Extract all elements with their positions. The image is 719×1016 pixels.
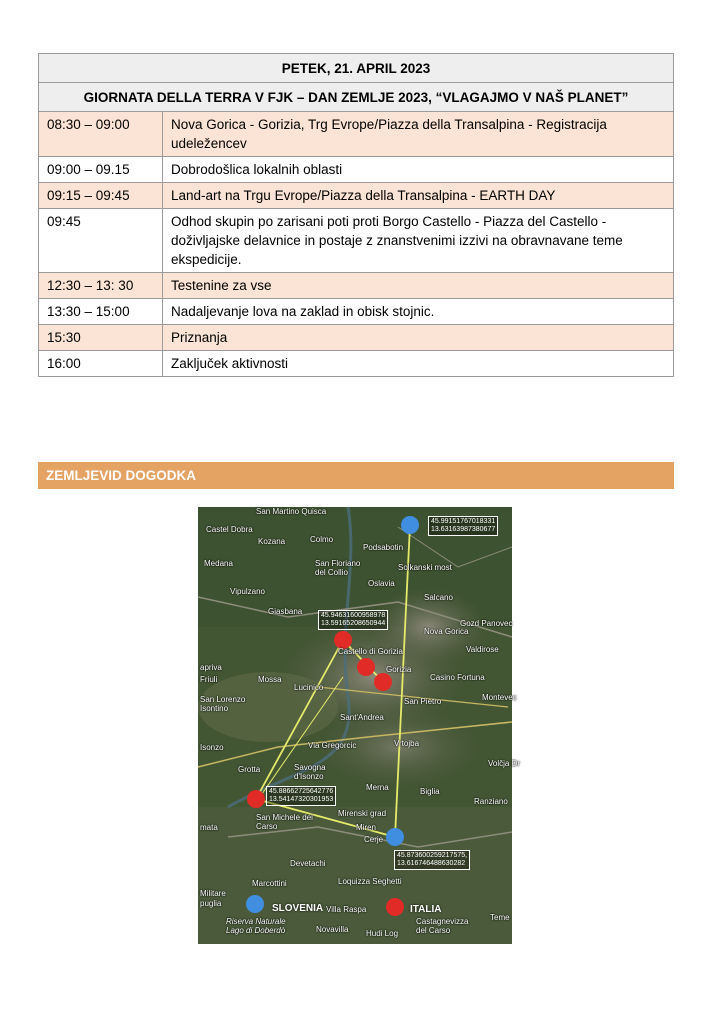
place-label: San Michele del Carso [256,813,313,831]
place-label: Mirenski grad [338,809,387,818]
row-activity: Zaključek aktivnosti [163,351,674,377]
row-time: 12:30 – 13: 30 [39,273,163,299]
place-label: Solkanski most [398,563,452,572]
place-label: Salcano [424,593,453,602]
schedule-event-title: GIORNATA DELLA TERRA V FJK – DAN ZEMLJE 2023, “VLAGAJMO V NAŠ PLANET” [39,83,674,112]
schedule-date: PETEK, 21. APRIL 2023 [39,54,674,83]
legend-slovenia: SLOVENIA [272,903,324,914]
place-label: Lucinico [294,683,324,692]
row-time: 15:30 [39,325,163,351]
place-label: Via Gregorcic [308,741,357,750]
place-label: Volčja Dr [488,759,521,768]
row-time: 16:00 [39,351,163,377]
place-label: Miren [356,823,377,832]
row-activity: Odhod skupin po zarisani poti proti Borgo Castello - Piazza del Castello - doživljajske delavnice in postaje z znanstvenimi izzivi na obravnavane teme ekspedicije. [163,209,674,273]
table-row [39,209,674,273]
place-label: Merna [366,783,389,792]
place-label: Savogna d'Isonzo [294,763,326,781]
map-section-header: ZEMLJEVID DOGODKA [38,462,674,489]
legend-italia: ITALIA [410,904,442,915]
place-label: San Martino Quisca [256,507,327,516]
place-label: Militare [200,889,226,898]
place-label: San Pietro [404,697,442,706]
place-label: Vipulzano [230,587,265,596]
place-label: Novavilla [316,925,349,934]
place-label: Colmo [310,535,334,544]
row-time: 09:00 – 09.15 [39,157,163,183]
place-label: Castello di Gorizia [338,647,403,656]
row-time: 08:30 – 09:00 [39,112,163,157]
place-label: Montevec [482,693,517,702]
date-row [39,54,674,83]
coordinate-box-bottom: 45.873600259217575, 13.616746488630282 [394,850,470,870]
place-label: Villa Raspa [326,905,367,914]
row-time: 09:45 [39,209,163,273]
table-row [39,112,674,157]
place-label: Sant'Andrea [340,713,384,722]
coordinate-box-castle: 45.94631600958978 13.59165208650944 [318,610,388,630]
place-label: Loquizza Seghetti [338,877,402,886]
row-activity: Nadaljevanje lova na zaklad in obisk stojnic. [163,299,674,325]
table-row [39,273,674,299]
place-label: Devetachi [290,859,326,868]
row-activity: Land-art na Trgu Evrope/Piazza della Transalpina - EARTH DAY [163,183,674,209]
place-label: Casino Fortuna [430,673,485,682]
place-label: San Floriano del Collio [315,559,361,577]
place-label: apriva [200,663,222,672]
place-label: Marcottini [252,879,287,888]
table-row [39,325,674,351]
map-marker-red-south [374,673,392,691]
place-label: Grotta [238,765,261,774]
place-label: Nova Gorica [424,627,469,636]
place-label: Biglia [420,787,440,796]
place-label: San Lorenzo Isontino [200,695,246,713]
legend-marker-slovenia [246,895,264,913]
place-label: Castel Dobra [206,525,253,534]
place-label: Gorizia [386,665,412,674]
row-activity: Testenine za vse [163,273,674,299]
row-time: 13:30 – 15:00 [39,299,163,325]
map-marker-blue-bottom [386,828,404,846]
place-label: Hudi Log [366,929,399,938]
place-label: Riserva Naturale Lago di Doberdò [226,917,286,935]
place-label: Ranziano [474,797,508,806]
map-marker-red-gorizia [357,658,375,676]
coordinate-box-left: 45.88662725642776 13.54147320301953 [266,786,336,806]
place-label: Valdirose [466,645,499,654]
row-activity: Priznanja [163,325,674,351]
place-label: mata [200,823,218,832]
legend-marker-italia [386,898,404,916]
place-label: Castagnevizza del Carso [416,917,469,935]
event-row [39,83,674,112]
place-label: Cerje [364,835,384,844]
table-row [39,157,674,183]
table-row [39,183,674,209]
place-label: Isonzo [200,743,224,752]
place-label: Kozana [258,537,286,546]
coordinate-box-top: 45.99151767018331 13.63163987380677 [428,516,498,536]
place-label: Podsabotin [363,543,404,552]
place-label: Teme [490,913,510,922]
event-map [198,507,521,944]
place-label: Oslavia [368,579,395,588]
place-label: Vrtojba [394,739,420,748]
row-activity: Dobrodošlica lokalnih oblasti [163,157,674,183]
place-label: puglia [200,899,222,908]
place-label: Medana [204,559,233,568]
schedule-table [38,53,674,377]
place-label: Giasbana [268,607,303,616]
place-label: Friuli [200,675,218,684]
map-marker-blue-top [401,516,419,534]
map-marker-red-left [247,790,265,808]
table-row [39,299,674,325]
place-label: Mossa [258,675,282,684]
row-activity: Nova Gorica - Gorizia, Trg Evrope/Piazza della Transalpina - Registracija udeležencev [163,112,674,157]
table-row [39,351,674,377]
place-label: Gozd Panovec [460,619,513,628]
row-time: 09:15 – 09:45 [39,183,163,209]
